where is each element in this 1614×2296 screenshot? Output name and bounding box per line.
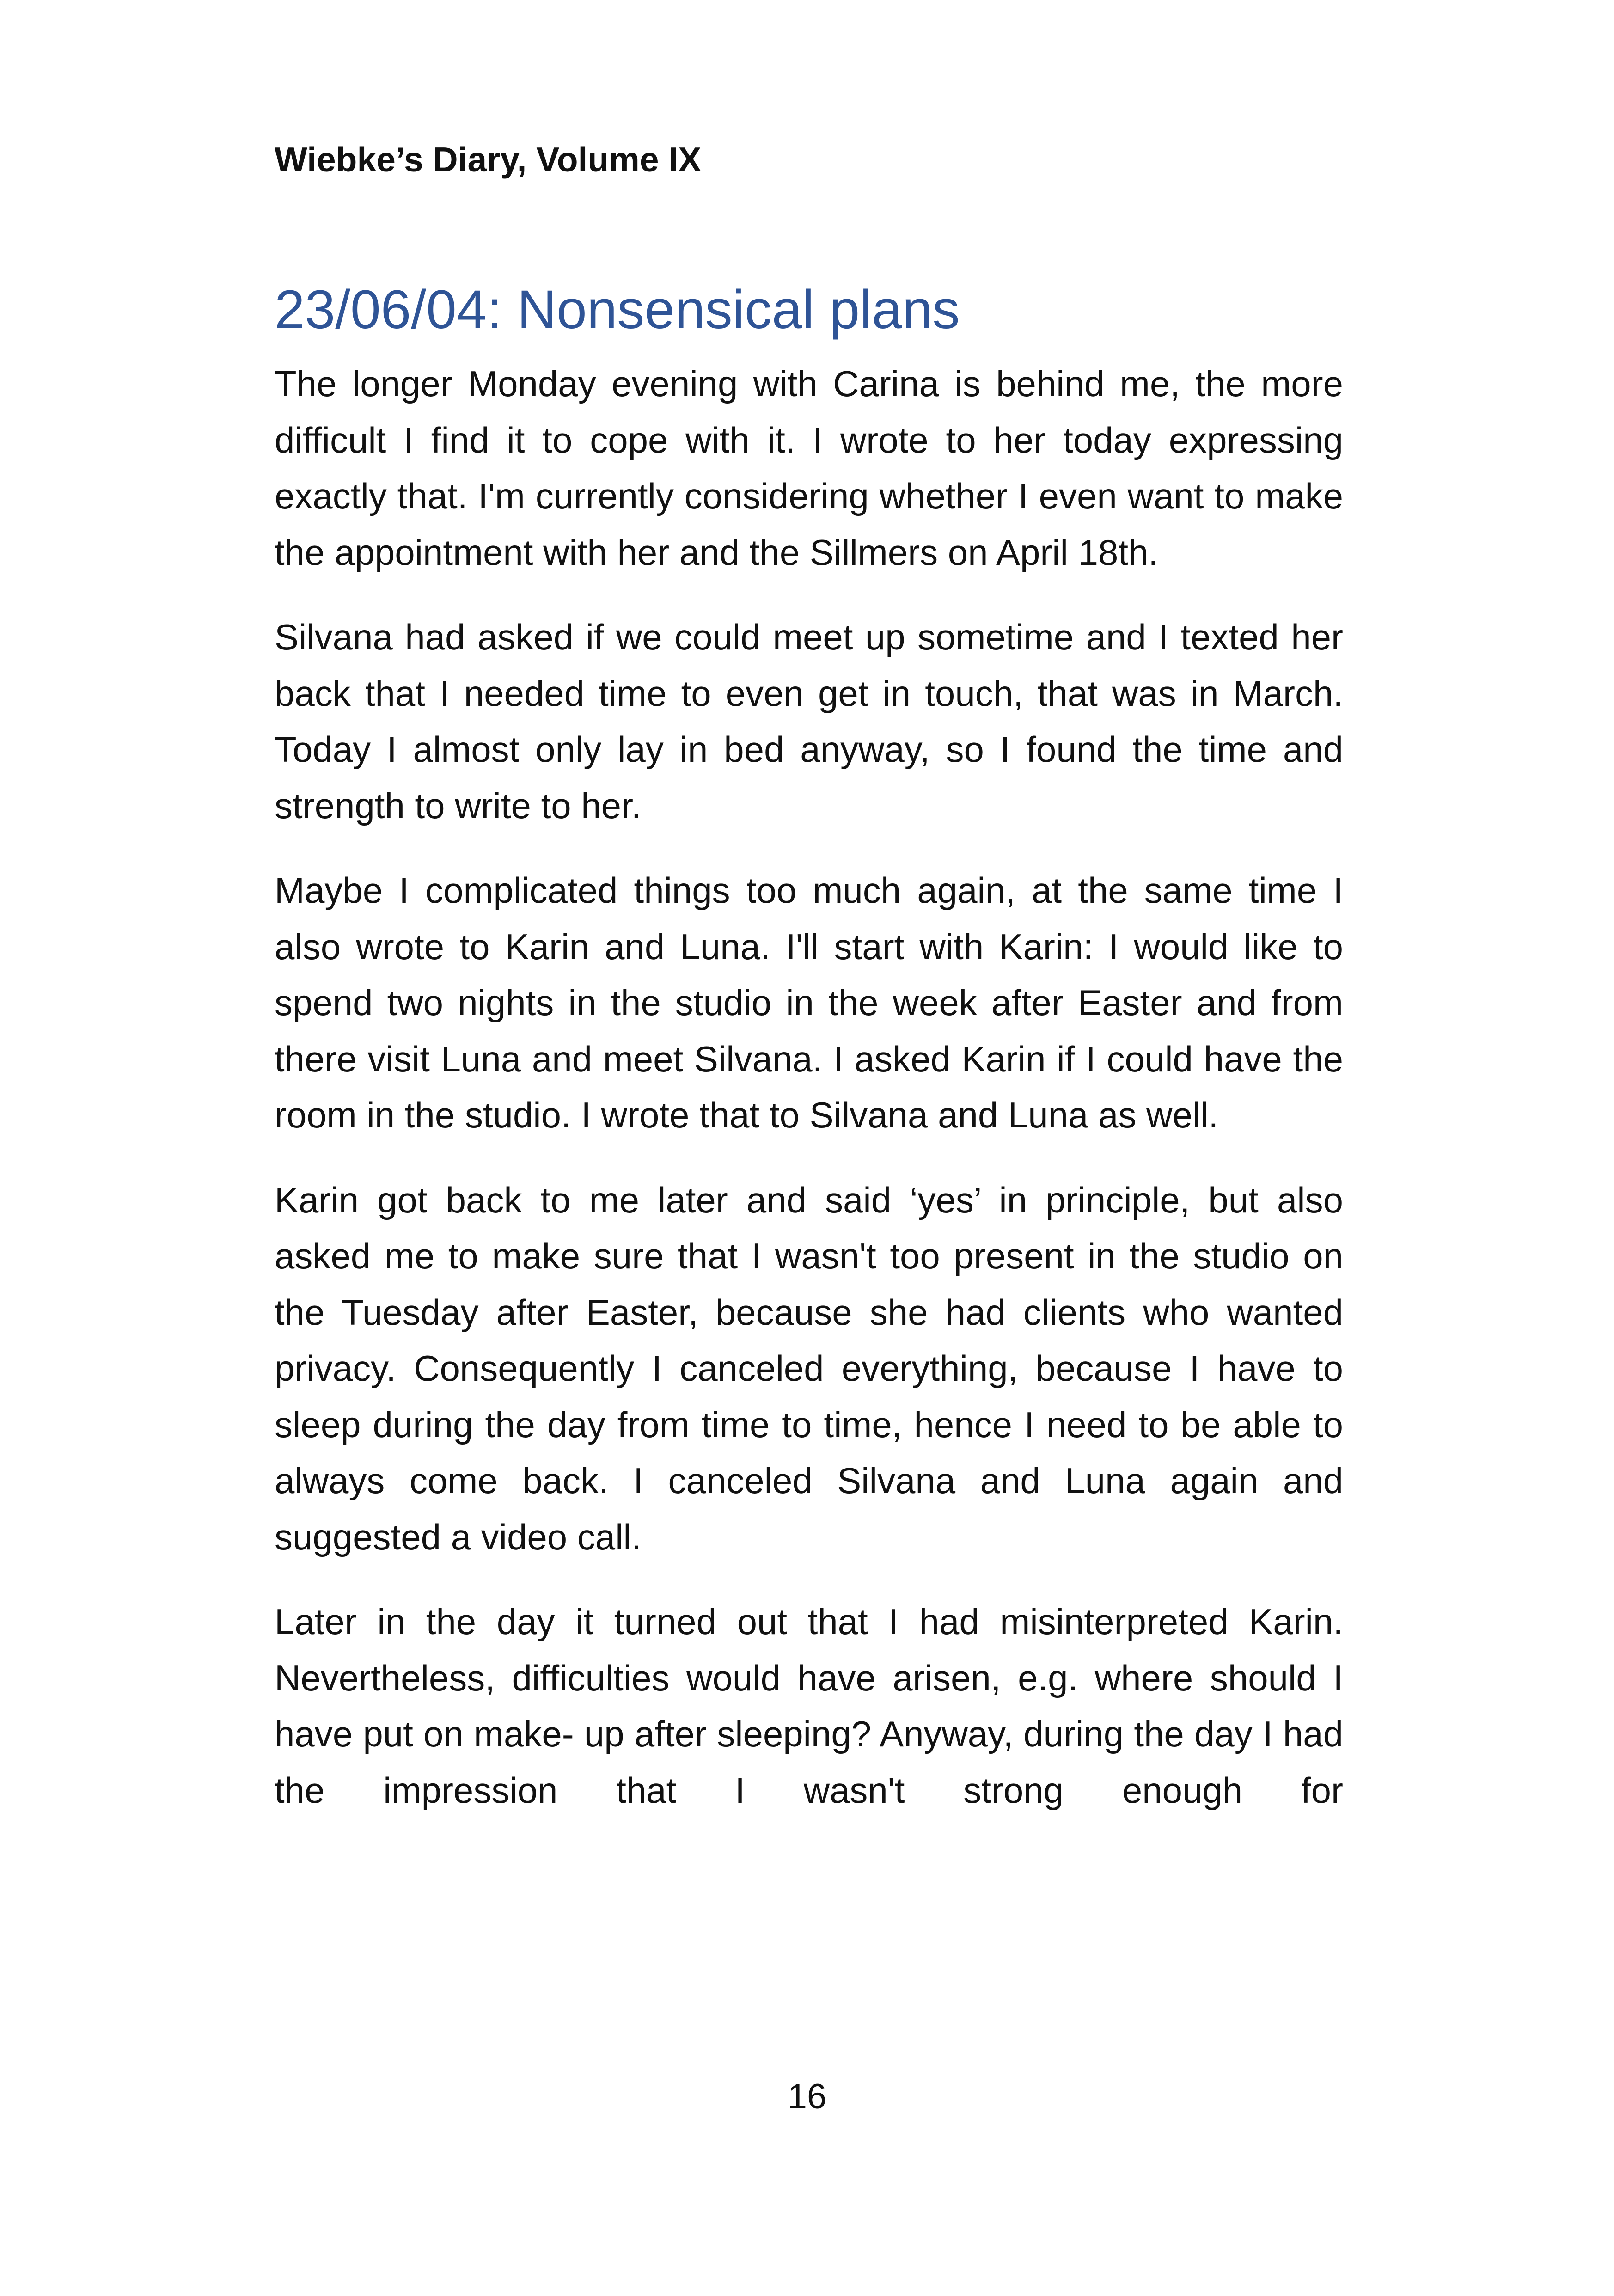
running-header: Wiebke’s Diary, Volume IX [275,140,702,179]
paragraph: Silvana had asked if we could meet up sometime and I texted her back that I needed time to even get in touch, that was in March. Today I almost only lay in bed anyway, so I found the time and strength to write to her. [275,617,1343,826]
page-number: 16 [787,2077,827,2116]
paragraph: The longer Monday evening with Carina is behind me, the more difficult I find it to cope with it. I wrote to her today expressing exactly that. I'm currently considering whether I even want to make the appointment with her and the Sillmers on April 18th. [275,363,1343,573]
entry-body [275,356,1343,1847]
paragraph: Maybe I complicated things too much again, at the same time I also wrote to Karin and Luna. I'll start with Karin: I would like to spend two nights in the studio in the week after Easter and from there visit Luna and meet Silvana. I asked Karin if I could have the room in the studio. I wrote that to Silvana and Luna as well. [275,870,1343,1135]
paragraph: Later in the day it turned out that I had misinterpreted Karin. Nevertheless, difficulties would have arisen, e.g. where should I have put on make- up after sleeping? Anyway, during the day I had the impression that I wasn't strong enough for [275,1601,1343,1811]
paragraph: Karin got back to me later and said ‘yes’ in principle, but also asked me to make sure that I wasn't too present in the studio on the Tuesday after Easter, because she had clients who wanted privacy. Consequently I canceled everything, because I have to sleep during the day from time to time, hence I need to be able to always come back. I canceled Silvana and Luna again and suggested a video call. [275,1179,1343,1557]
entry-title: 23/06/04: Nonsensical plans [275,279,960,340]
